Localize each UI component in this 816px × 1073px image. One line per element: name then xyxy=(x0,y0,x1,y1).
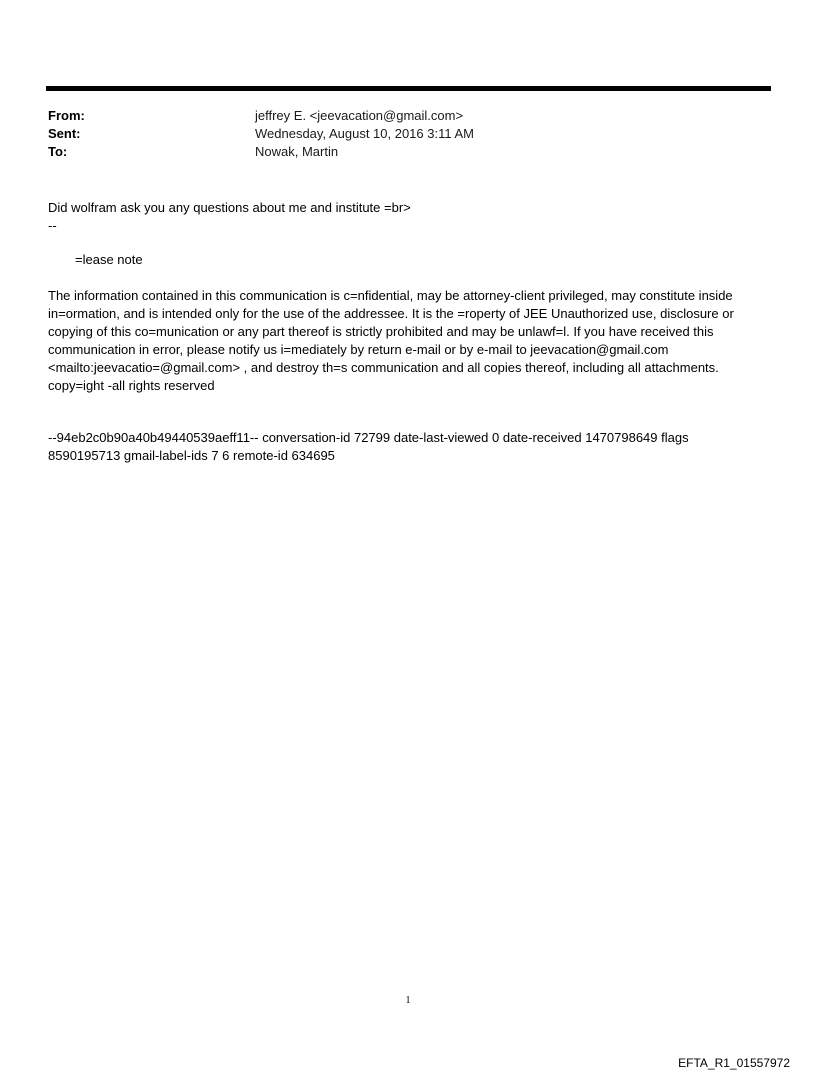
sent-label: Sent: xyxy=(48,126,81,141)
signature-separator: -- xyxy=(48,218,57,233)
to-row xyxy=(48,143,748,161)
from-label: From: xyxy=(48,108,85,123)
confidentiality-disclaimer: The information contained in this communication is c=nfidential, may be attorney-client privileged, may constitute inside in=ormation, and is intended only for the use of the addressee. It is the =roperty of JEE Unauthorized use, disclosure or copying of this co=munication or any part thereof is strictly prohibited and may be unlawf=l. If you have received this communication in error, please notify us i=mediately by return e-mail or by e-mail to jeevacation@gmail.com <mailto:jeevacatio=@gmail.com> , and destroy th=s communication and all copies thereof, including all attachments. copy=ight -all rights reserved xyxy=(48,288,734,393)
message-metadata: --94eb2c0b90a40b49440539aeff11-- conversation-id 72799 date-last-viewed 0 date-received 1470798649 flags 8590195713 gmail-label-ids 7 6 remote-id 634695 xyxy=(48,430,689,463)
message-greeting: Did wolfram ask you any questions about me and institute =br> xyxy=(48,200,411,215)
sent-row xyxy=(48,125,748,143)
header-divider xyxy=(46,86,771,91)
to-value: Nowak, Martin xyxy=(255,144,339,159)
email-header xyxy=(48,107,748,161)
to-label: To: xyxy=(48,144,68,159)
notice-title: =lease note xyxy=(75,252,143,267)
from-row xyxy=(48,107,748,125)
from-value: jeffrey E. <jeevacation@gmail.com> xyxy=(255,108,464,123)
sent-value: Wednesday, August 10, 2016 3:11 AM xyxy=(255,126,474,141)
page-number: 1 xyxy=(405,995,411,1006)
bates-number: EFTA_R1_01557972 xyxy=(678,1056,790,1070)
